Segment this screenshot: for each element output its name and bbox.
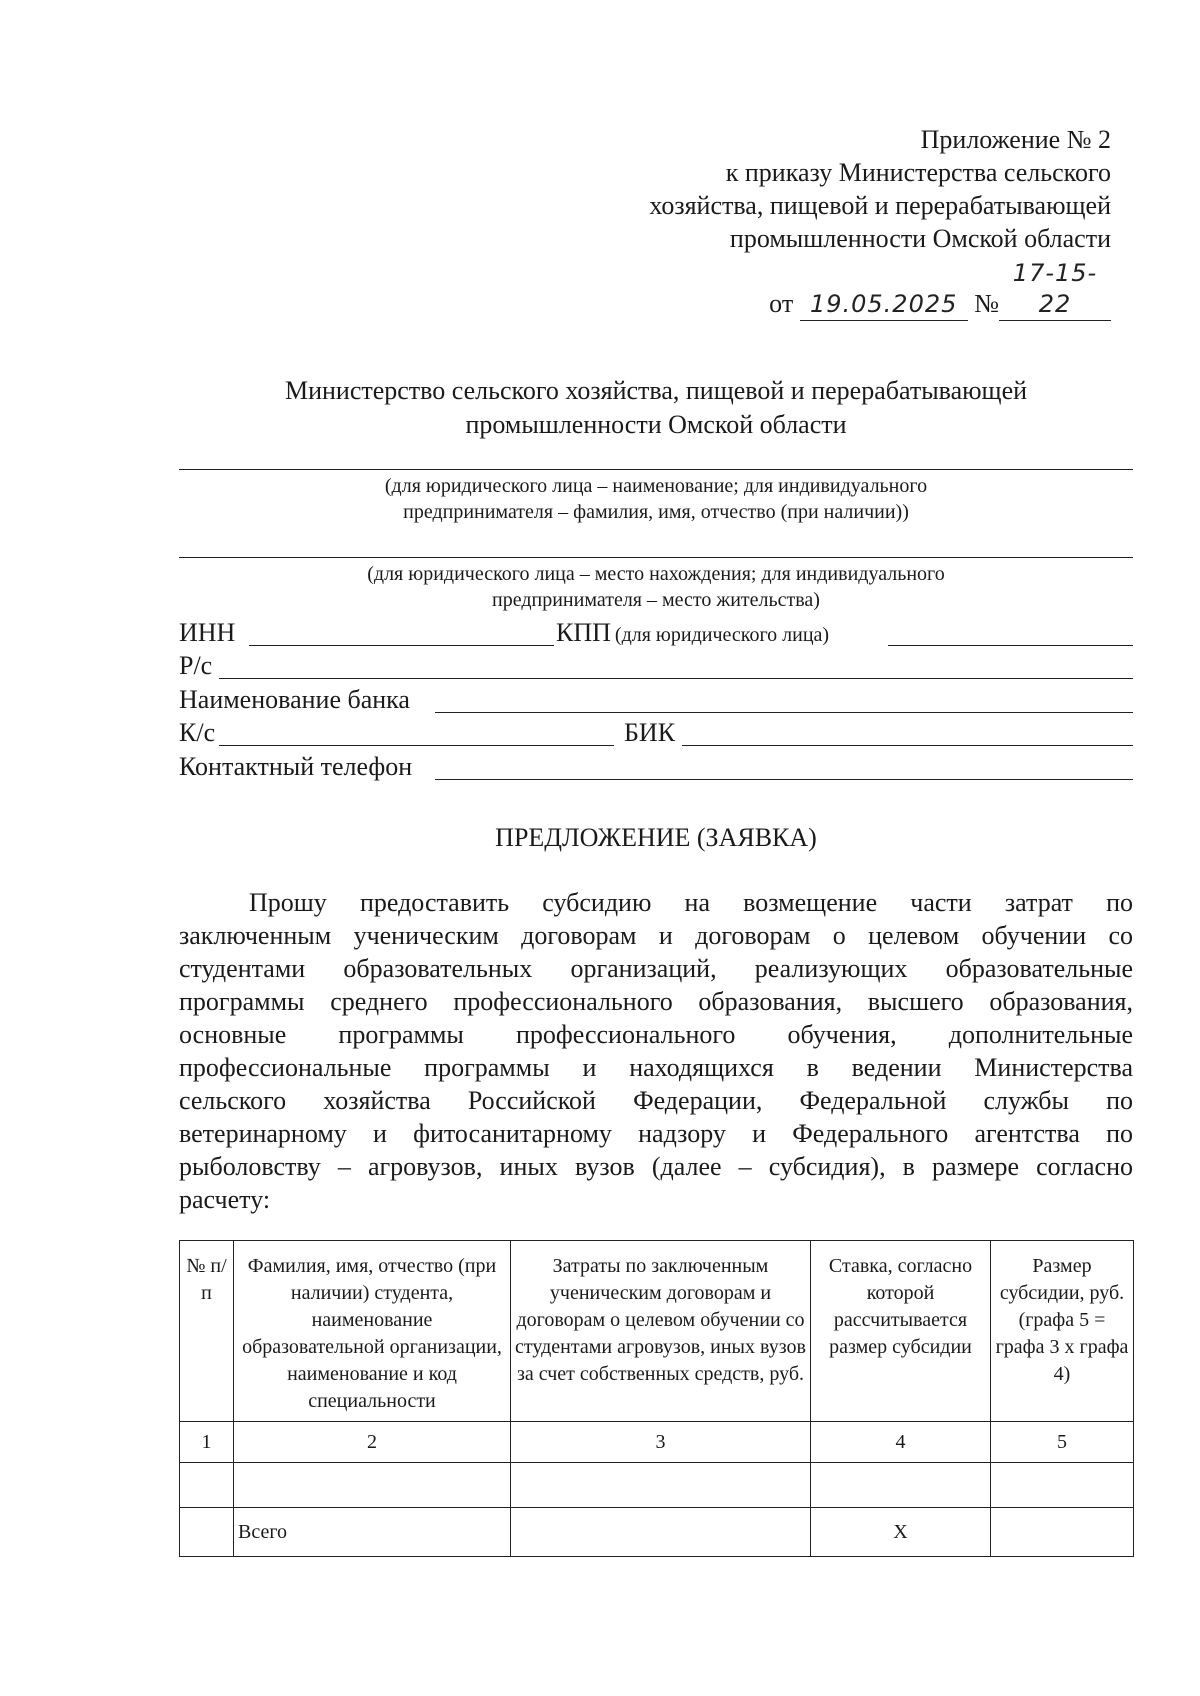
ks-field-line (219, 745, 614, 746)
body-line-4: программы среднего профессионального образования, высшего образования, (179, 987, 1133, 1016)
date-prefix: от (769, 289, 794, 318)
addressee-line-1: Министерство сельского хозяйства, пищевой и перерабатывающей (284, 376, 1028, 405)
empty-cell (234, 1463, 511, 1508)
table-column-numbers-row (180, 1422, 1134, 1463)
bik-label: БИК (624, 718, 676, 747)
bank-label: Наименование банка (179, 685, 410, 714)
order-line-3: промышленности Омской области (729, 224, 1111, 253)
number-prefix: № (974, 289, 999, 318)
empty-cell (180, 1508, 234, 1557)
body-line-1: Прошу предоставить субсидию на возмещение части затрат по (249, 888, 1133, 917)
empty-cell (991, 1463, 1134, 1508)
kpp-hint: (для юридического лица) (614, 624, 830, 646)
empty-cell (180, 1463, 234, 1508)
kpp-field-line (888, 645, 1133, 646)
empty-cell (511, 1508, 811, 1557)
body-line-8: ветеринарному и фитосанитарному надзору и Федерального агентства по (179, 1119, 1133, 1148)
header-cell-rate: Ставка, согласно которой рассчитывается размер субсидии (811, 1241, 991, 1422)
body-line-10: расчету: (179, 1185, 271, 1214)
total-label: Всего (234, 1508, 511, 1557)
body-line-6: профессиональные программы и находящихся в ведении Министерства (179, 1053, 1133, 1082)
subsidy-calculation-table (179, 1240, 1134, 1557)
column-number-3: 3 (511, 1422, 811, 1463)
document-title: ПРЕДЛОЖЕНИЕ (ЗАЯВКА) (495, 823, 817, 852)
address-hint-line-2: предпринимателя – место жительства) (492, 589, 820, 611)
addressee-line-2: промышленности Омской области (465, 410, 847, 439)
empty-cell (511, 1463, 811, 1508)
table-header-row (180, 1241, 1134, 1422)
order-line-2: хозяйства, пищевой и перерабатывающей (649, 191, 1111, 220)
bik-field-line (682, 745, 1133, 746)
order-date-number-line (511, 258, 1111, 321)
header-cell-number: № п/п (180, 1241, 234, 1422)
inn-label: ИНН (179, 618, 236, 647)
ks-label: К/с (179, 718, 216, 747)
total-rate-mark: X (811, 1508, 991, 1557)
order-date-handwritten: 19.05.2025 (800, 289, 968, 321)
empty-cell (991, 1508, 1134, 1557)
body-line-9: рыболовству – агровузов, иных вузов (далее – субсидия), в размере согласно (179, 1152, 1133, 1181)
order-number-handwritten: 17-15-22 (999, 258, 1111, 321)
body-line-2: заключенным ученическим договорам и договорам о целевом обучении со (179, 921, 1133, 950)
order-line-1: к приказу Министерства сельского (725, 158, 1111, 187)
table-row (180, 1463, 1134, 1508)
column-number-4: 4 (811, 1422, 991, 1463)
header-cell-student: Фамилия, имя, отчество (при наличии) студента, наименование образовательной организации, наименование и код специальности (234, 1241, 511, 1422)
kpp-label-group (556, 617, 829, 648)
applicant-address-line (179, 557, 1133, 558)
column-number-5: 5 (991, 1422, 1134, 1463)
inn-field-line (249, 645, 554, 646)
applicant-name-line (179, 469, 1133, 470)
table-total-row (180, 1508, 1134, 1557)
rs-field-line (219, 678, 1133, 679)
address-hint-line-1: (для юридического лица – место нахождения; для индивидуального (367, 563, 945, 585)
header-cell-costs: Затраты по заключенным ученическим договорам и договорам о целевом обучении со студентами агровузов, иных вузов за счет собственных средств, руб. (511, 1241, 811, 1422)
phone-field-line (435, 779, 1133, 780)
body-line-5: основные программы профессионального обучения, дополнительные (179, 1020, 1133, 1049)
kpp-label: КПП (556, 618, 611, 647)
phone-label: Контактный телефон (179, 752, 413, 781)
name-hint-line-2: предпринимателя – фамилия, имя, отчество (при наличии)) (403, 501, 909, 523)
column-number-2: 2 (234, 1422, 511, 1463)
empty-cell (811, 1463, 991, 1508)
body-line-3: студентами образовательных организаций, реализующих образовательные (179, 954, 1133, 983)
appendix-number: Приложение № 2 (920, 125, 1111, 154)
column-number-1: 1 (180, 1422, 234, 1463)
rs-label: Р/с (179, 651, 213, 680)
name-hint-line-1: (для юридического лица – наименование; для индивидуального (384, 475, 928, 497)
bank-field-line (435, 712, 1133, 713)
body-line-7: сельского хозяйства Российской Федерации, Федеральной службы по (179, 1086, 1133, 1115)
header-cell-subsidy: Размер субсидии, руб. (графа 5 = графа 3 х графа 4) (991, 1241, 1134, 1422)
